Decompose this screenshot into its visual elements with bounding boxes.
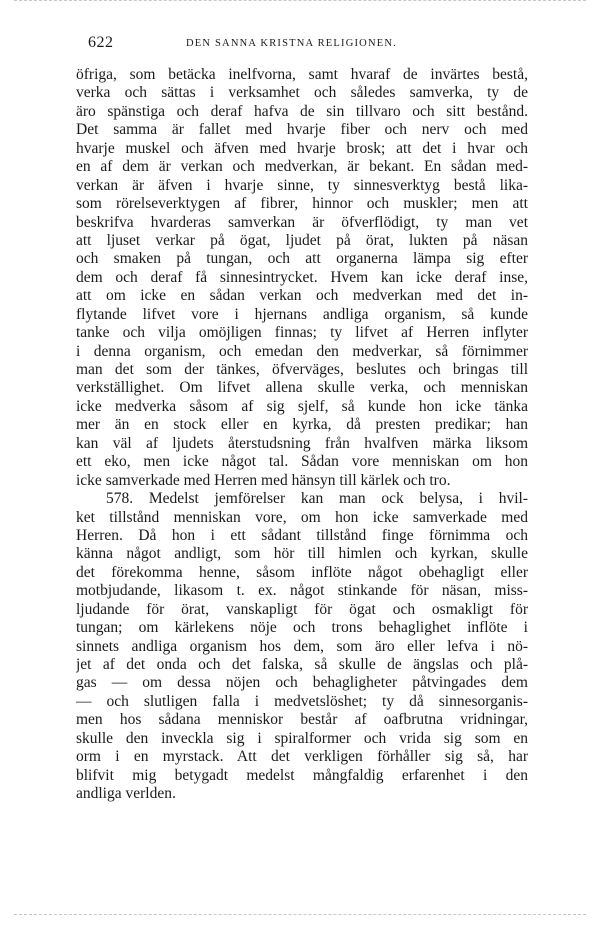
text-line: ket tillstånd menniskan vore, om hon icke samverkade med — [76, 508, 528, 526]
text-line: Det samma är fallet med hvarje fiber och nerv och med — [76, 121, 528, 139]
text-line: äro spänstiga och deraf hafva de sin tillvaro och sitt bestånd. — [76, 102, 528, 120]
running-title: DEN SANNA KRISTNA RELIGIONEN. — [186, 38, 397, 49]
text-line: det förekomma henne, såsom inflöte något obehagligt eller — [76, 563, 528, 581]
text-line: men hos sådana menniskor består af oafbrutna vridningar, — [76, 711, 528, 729]
body-text — [76, 66, 528, 804]
text-line: icke medverka såsom af sig sjelf, så kunde hon icke tänka — [76, 397, 528, 415]
text-line: ljudande för örat, vanskapligt för ögat och osmakligt för — [76, 600, 528, 618]
text-line: och smaken på tungan, och att organerna lämpa sig efter — [76, 250, 528, 268]
text-line: beskrifva hvarderas samverkan är öfverflödigt, ty man vet — [76, 213, 528, 231]
bottom-page-edge — [14, 914, 586, 917]
text-line: blifvit mig betygadt medelst mångfaldig erfarenhet i den — [76, 766, 528, 784]
text-line: flytande lifvet vore i hjernans andliga organism, så kunde — [76, 305, 528, 323]
text-line: icke samverkade med Herren med hänsyn till kärlek och tro. — [76, 471, 451, 489]
text-line: orm i en myrstack. Att det verkligen förhåller sig så, har — [76, 748, 528, 766]
text-line: att om icke en sådan verkan och medverkan med det in- — [76, 287, 528, 305]
page-number: 622 — [88, 34, 114, 51]
text-line: tungan; om kärlekens nöje och trons behaglighet inflöte i — [76, 619, 528, 637]
text-line: motbjudande, likasom t. ex. något stinkande för näsan, miss- — [76, 582, 528, 600]
text-line: skulle den inveckla sig i spiralformer och vrida sig som en — [76, 729, 528, 747]
text-line: dem och deraf få sinnesintrycket. Hvem kan icke deraf inse, — [76, 268, 528, 286]
text-line: ett eko, men icke något tal. Sådan vore menniskan om hon — [76, 453, 528, 471]
text-line: i denna organism, och emedan den medverkar, så förnimmer — [76, 342, 528, 360]
text-line: öfriga, som betäcka inelfvorna, samt hvaraf de invärtes bestå, — [76, 66, 528, 83]
text-line: verkställighet. Om lifvet allena skulle verka, och menniskan — [76, 379, 528, 397]
text-line: — och slutligen falla i medvetslöshet; ty då sinnesorganis- — [76, 692, 528, 710]
text-line: jet af det onda och det falska, så skulle de ängslas och plå- — [76, 656, 528, 673]
text-line: en af dem är verkan och medverkan, är bekant. En sådan med- — [76, 158, 528, 176]
top-page-edge — [14, 0, 586, 3]
text-line: gas — om dessa nöjen och behagligheter påtvingades dem — [76, 674, 528, 692]
text-line: kan väl af ljudets återstudsning från hvalfven märka liksom — [76, 434, 528, 452]
page-header — [76, 32, 528, 54]
paragraph-578-start: 578. Medelst jemförelser kan man ock belysa, i hvil- — [106, 490, 528, 508]
text-line: som rörelseverktygen af fibrer, hinnor och muskler; men att — [76, 195, 528, 213]
text-line: tanke och vilja omöjligen finnas; ty lifvet af Herren inflyter — [76, 324, 528, 342]
text-line: verka och sättas i verksamhet och således samverka, ty de — [76, 84, 528, 102]
text-line: att ljuset verkar på ögat, ljudet på örat, lukten på näsan — [76, 231, 528, 249]
text-line: hvarje muskel och äfven med hvarje brosk; att det i hvar och — [76, 139, 528, 157]
text-line: känna något andligt, som hör till himlen och kyrkan, skulle — [76, 545, 528, 563]
text-line: andliga verlden. — [76, 785, 176, 803]
text-line: Herren. Då hon i ett sådant tillstånd finge förnimma och — [76, 526, 528, 544]
text-line: verkan är äfven i hvarje sinne, ty sinnesverktyg bestå lika- — [76, 176, 528, 194]
text-line: man det som der tänkes, öfverväges, beslutes och bringas till — [76, 361, 528, 378]
text-line: mer än en stock eller en kyrka, då presten predikar; han — [76, 416, 528, 434]
text-line: sinnets andliga organism hos dem, som äro eller lefva i nö- — [76, 637, 528, 655]
